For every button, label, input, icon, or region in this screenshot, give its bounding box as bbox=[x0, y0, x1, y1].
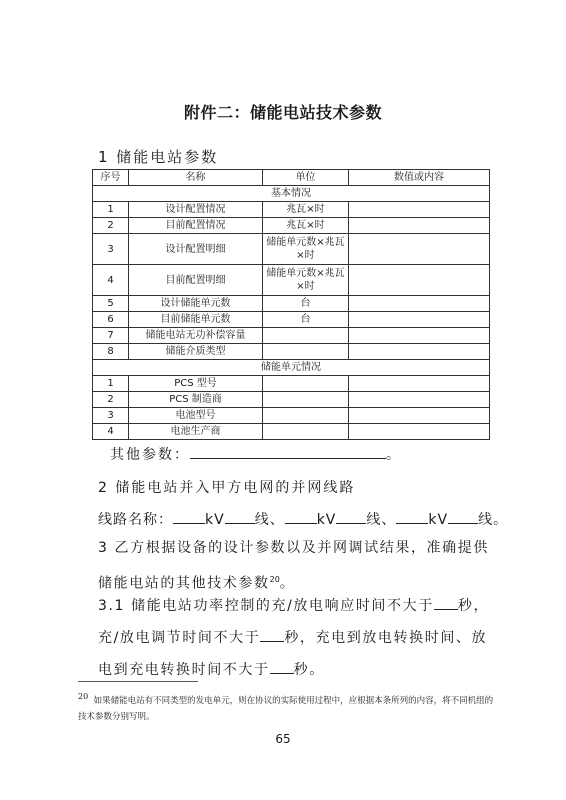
row-unit: 台 bbox=[263, 312, 349, 328]
kv-unit: kV bbox=[316, 512, 337, 528]
table-row bbox=[93, 296, 490, 312]
footnote-ref[interactable]: 20 bbox=[269, 575, 280, 584]
row-unit bbox=[263, 392, 349, 408]
row-name: 目前储能单元数 bbox=[129, 312, 263, 328]
paragraph-3-1-c: 秒，充电到放电转换时间、放电到充电转换时间不大于 bbox=[98, 630, 488, 678]
separator: 、 bbox=[269, 512, 285, 528]
voltage-blank-1[interactable] bbox=[173, 511, 205, 524]
adjust-time-blank[interactable] bbox=[260, 629, 284, 642]
row-name: PCS 型号 bbox=[129, 376, 263, 392]
table-row bbox=[93, 202, 490, 218]
section-2-heading: 2 储能电站并入甲方电网的并网线路 bbox=[98, 480, 356, 496]
row-no: 3 bbox=[93, 408, 129, 424]
paragraph-3-1-d: 秒。 bbox=[293, 662, 325, 678]
row-value[interactable] bbox=[349, 234, 490, 265]
paragraph-3-end: 。 bbox=[279, 575, 296, 592]
section-1-heading: 1 储能电站参数 bbox=[98, 148, 219, 166]
row-name: PCS 制造商 bbox=[129, 392, 263, 408]
row-name: 目前配置明细 bbox=[129, 265, 263, 296]
row-name: 电池生产商 bbox=[129, 424, 263, 440]
row-no: 8 bbox=[93, 344, 129, 360]
paragraph-3-1 bbox=[98, 590, 498, 686]
row-unit bbox=[263, 344, 349, 360]
row-no: 3 bbox=[93, 234, 129, 265]
row-value[interactable] bbox=[349, 376, 490, 392]
row-no: 5 bbox=[93, 296, 129, 312]
row-name: 设计储能单元数 bbox=[129, 296, 263, 312]
row-no: 1 bbox=[93, 376, 129, 392]
row-no: 6 bbox=[93, 312, 129, 328]
row-unit: 兆瓦×时 bbox=[263, 218, 349, 234]
row-value[interactable] bbox=[349, 202, 490, 218]
other-params-end: 。 bbox=[386, 447, 402, 463]
row-no: 2 bbox=[93, 218, 129, 234]
line-suffix: 线 bbox=[366, 512, 382, 528]
row-name: 设计配置情况 bbox=[129, 202, 263, 218]
paragraph-3-1-b: 秒，充/放电调节时间不大于 bbox=[98, 598, 490, 646]
row-name: 设计配置明细 bbox=[129, 234, 263, 265]
row-value[interactable] bbox=[349, 296, 490, 312]
line-suffix: 线 bbox=[478, 512, 494, 528]
row-no: 4 bbox=[93, 265, 129, 296]
row-no: 4 bbox=[93, 424, 129, 440]
switch-time-blank[interactable] bbox=[270, 661, 294, 674]
parameter-table bbox=[92, 169, 490, 440]
row-unit bbox=[263, 328, 349, 344]
row-no: 1 bbox=[93, 202, 129, 218]
row-unit: 兆瓦×时 bbox=[263, 202, 349, 218]
row-unit bbox=[263, 424, 349, 440]
row-value[interactable] bbox=[349, 424, 490, 440]
row-name: 储能电站无功补偿容量 bbox=[129, 328, 263, 344]
row-value[interactable] bbox=[349, 392, 490, 408]
table-row bbox=[93, 234, 490, 265]
footnote-divider bbox=[78, 681, 198, 682]
group-basic: 基本情况 bbox=[93, 186, 490, 202]
table-row bbox=[93, 392, 490, 408]
table-row bbox=[93, 408, 490, 424]
row-value[interactable] bbox=[349, 218, 490, 234]
voltage-blank-3[interactable] bbox=[396, 511, 428, 524]
row-unit: 台 bbox=[263, 296, 349, 312]
row-value[interactable] bbox=[349, 265, 490, 296]
line-blank-2[interactable] bbox=[336, 511, 366, 524]
other-params-label: 其他参数： bbox=[110, 447, 190, 463]
header-no: 序号 bbox=[93, 170, 129, 186]
other-params-blank[interactable] bbox=[190, 446, 386, 459]
row-value[interactable] bbox=[349, 328, 490, 344]
line-blank-1[interactable] bbox=[225, 511, 255, 524]
row-no: 2 bbox=[93, 392, 129, 408]
footnote bbox=[78, 689, 498, 725]
row-unit: 储能单元数×兆瓦×时 bbox=[263, 265, 349, 296]
table-row bbox=[93, 328, 490, 344]
header-value: 数值或内容 bbox=[349, 170, 490, 186]
row-name: 电池型号 bbox=[129, 408, 263, 424]
table-header-row bbox=[93, 170, 490, 186]
row-value[interactable] bbox=[349, 344, 490, 360]
row-value[interactable] bbox=[349, 312, 490, 328]
separator: 、 bbox=[381, 512, 397, 528]
paragraph-3-1-a: 3.1 储能电站功率控制的充/放电响应时间不大于 bbox=[98, 598, 434, 614]
table-row bbox=[93, 376, 490, 392]
table-row bbox=[93, 265, 490, 296]
page-title: 附件二：储能电站技术参数 bbox=[183, 103, 382, 122]
line-name-label: 线路名称： bbox=[98, 512, 173, 528]
table-row bbox=[93, 424, 490, 440]
table-row bbox=[93, 312, 490, 328]
row-name: 目前配置情况 bbox=[129, 218, 263, 234]
table-row bbox=[93, 218, 490, 234]
paragraph-3-text: 3 乙方根据设备的设计参数以及并网调试结果，准确提供储能电站的其他技术参数 bbox=[98, 540, 489, 592]
page-number: 65 bbox=[275, 732, 291, 746]
row-unit bbox=[263, 376, 349, 392]
kv-unit: kV bbox=[428, 512, 449, 528]
header-name: 名称 bbox=[129, 170, 263, 186]
table-row bbox=[93, 344, 490, 360]
row-unit: 储能单元数×兆瓦×时 bbox=[263, 234, 349, 265]
voltage-blank-2[interactable] bbox=[285, 511, 317, 524]
other-params bbox=[110, 444, 402, 464]
line-blank-3[interactable] bbox=[448, 511, 478, 524]
line-end: 。 bbox=[493, 512, 509, 528]
line-suffix: 线 bbox=[254, 512, 270, 528]
row-name: 储能介质类型 bbox=[129, 344, 263, 360]
footnote-number: 20 bbox=[78, 692, 89, 701]
response-time-blank[interactable] bbox=[434, 597, 458, 610]
group-storage-unit: 储能单元情况 bbox=[93, 360, 490, 376]
row-no: 7 bbox=[93, 328, 129, 344]
line-name-row bbox=[98, 509, 508, 529]
row-unit bbox=[263, 408, 349, 424]
kv-unit: kV bbox=[205, 512, 225, 528]
row-value[interactable] bbox=[349, 408, 490, 424]
header-unit: 单位 bbox=[263, 170, 349, 186]
footnote-text: 如果储能电站有不同类型的发电单元，则在协议的实际使用过程中，应根据本条所列的内容，将不同机组的技术参数分别写明。 bbox=[78, 695, 494, 722]
